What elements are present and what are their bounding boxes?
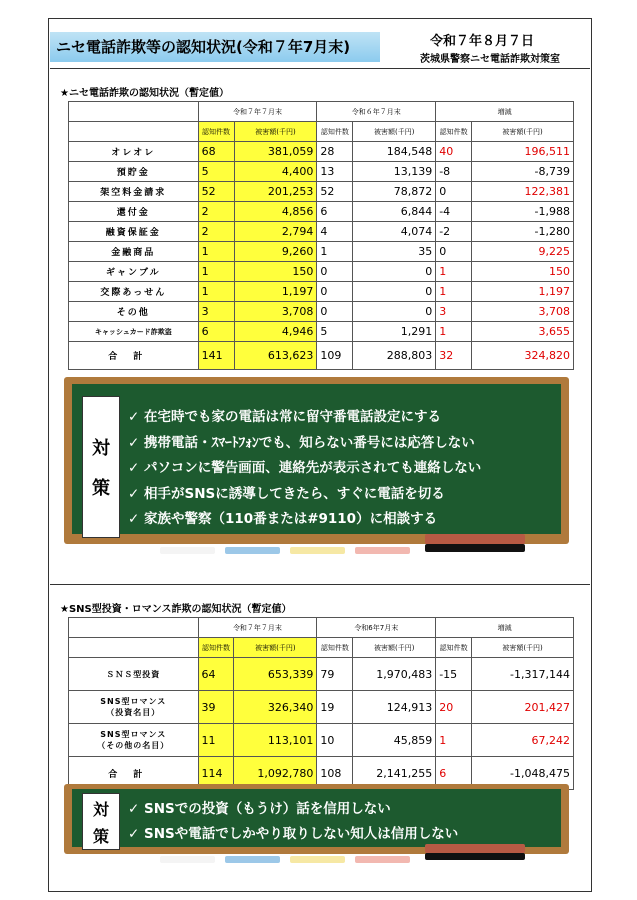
count-diff: 0 xyxy=(436,182,472,202)
count-r7: 114 xyxy=(198,757,234,790)
chalk-blue xyxy=(225,856,280,863)
count-r7: 1 xyxy=(198,262,234,282)
amount-diff: 3,708 xyxy=(472,302,574,322)
amount-diff: 3,655 xyxy=(472,322,574,342)
countermeasure-item: ✓ パソコンに警告画面、連絡先が表示されても連絡しない xyxy=(128,460,482,476)
count-r6: 4 xyxy=(317,222,353,242)
subheader: 被害額(千円) xyxy=(472,122,574,142)
countermeasure-item: ✓ 相手がSNSに誘導してきたら、すぐに電話を切る xyxy=(128,485,445,502)
countermeasure-list xyxy=(128,405,481,533)
amount-r6: 124,913 xyxy=(353,691,436,724)
countermeasure-item: ✓ SNSでの投資（もうけ）話を信用しない xyxy=(128,801,391,817)
subheader: 認知件数 xyxy=(317,122,353,142)
count-diff: -15 xyxy=(436,658,472,691)
count-diff: 32 xyxy=(436,342,472,370)
amount-r6: 78,872 xyxy=(353,182,436,202)
amount-r7: 1,092,780 xyxy=(234,757,317,790)
count-diff: 1 xyxy=(436,282,472,302)
countermeasure-sign xyxy=(82,793,120,850)
table-row xyxy=(69,691,574,724)
amount-diff: 201,427 xyxy=(472,691,574,724)
count-r6: 13 xyxy=(317,162,353,182)
count-r7: 3 xyxy=(198,302,234,322)
amount-r6: 288,803 xyxy=(353,342,436,370)
amount-r6: 13,139 xyxy=(353,162,436,182)
subheader: 被害額(千円) xyxy=(472,638,574,658)
chalk-yellow xyxy=(290,856,345,863)
subheader: 被害額(千円) xyxy=(353,638,436,658)
section2-title: ★SNS型投資・ロマンス詐欺の認知状況（暫定値） xyxy=(60,604,292,615)
count-diff: 1 xyxy=(436,322,472,342)
count-r7: 2 xyxy=(198,222,234,242)
row-label-line: SNS型ロマンス xyxy=(100,697,167,706)
chalk-blue xyxy=(225,547,280,554)
count-r7: 5 xyxy=(198,162,234,182)
amount-r6: 2,141,255 xyxy=(353,757,436,790)
amount-diff: 150 xyxy=(472,262,574,282)
group-header-r6: 令和6年7月末 xyxy=(317,618,436,638)
row-label: その他 xyxy=(69,302,199,322)
amount-diff: 324,820 xyxy=(472,342,574,370)
table-row xyxy=(69,302,574,322)
amount-r7: 150 xyxy=(234,262,317,282)
row-label-line: SNS型ロマンス xyxy=(100,730,167,739)
table-row xyxy=(69,322,574,342)
count-diff: 20 xyxy=(436,691,472,724)
count-r7: 2 xyxy=(198,202,234,222)
amount-r6: 6,844 xyxy=(353,202,436,222)
chalk-yellow xyxy=(290,547,345,554)
amount-diff: 9,225 xyxy=(472,242,574,262)
amount-r7: 201,253 xyxy=(234,182,317,202)
amount-r7: 4,400 xyxy=(234,162,317,182)
table-row xyxy=(69,282,574,302)
amount-diff: 122,381 xyxy=(472,182,574,202)
amount-diff: 67,242 xyxy=(472,724,574,757)
countermeasure-item: ✓ 携帯電話・ｽﾏｰﾄﾌｫﾝでも、知らない番号には応答しない xyxy=(128,434,475,451)
row-label: ギャンブル xyxy=(69,262,199,282)
amount-r6: 184,548 xyxy=(353,142,436,162)
amount-r7: 9,260 xyxy=(234,242,317,262)
amount-r7: 4,856 xyxy=(234,202,317,222)
total-label: 合計 xyxy=(69,342,199,370)
count-r7: 141 xyxy=(198,342,234,370)
table-row xyxy=(69,222,574,242)
amount-r7: 326,340 xyxy=(234,691,317,724)
row-label: 預貯金 xyxy=(69,162,199,182)
group-header-diff: 増減 xyxy=(436,618,574,638)
amount-r6: 35 xyxy=(353,242,436,262)
amount-r7: 2,794 xyxy=(234,222,317,242)
amount-r7: 4,946 xyxy=(234,322,317,342)
group-header-diff: 増減 xyxy=(436,102,574,122)
count-diff: 3 xyxy=(436,302,472,322)
count-diff: 0 xyxy=(436,242,472,262)
sign-char: 対 xyxy=(92,438,110,459)
amount-diff: -1,280 xyxy=(472,222,574,242)
row-label xyxy=(69,658,199,691)
count-r6: 1 xyxy=(317,242,353,262)
row-label-line: （投資名目） xyxy=(106,708,161,717)
count-r7: 6 xyxy=(198,322,234,342)
count-r6: 0 xyxy=(317,282,353,302)
section1-title: ★ニセ電話詐欺の認知状況（暫定値） xyxy=(60,88,229,99)
countermeasure-item: ✓ 家族や警察（110番または#9110）に相談する xyxy=(128,511,438,527)
table-row xyxy=(69,658,574,691)
amount-diff: 1,197 xyxy=(472,282,574,302)
count-r7: 39 xyxy=(198,691,234,724)
subheader: 被害額(千円) xyxy=(353,122,436,142)
row-label: 架空料金請求 xyxy=(69,182,199,202)
count-diff: -2 xyxy=(436,222,472,242)
count-diff: 6 xyxy=(436,757,472,790)
countermeasure-list xyxy=(128,797,458,847)
subheader: 被害額(千円) xyxy=(234,638,317,658)
row-label: キャッシュカード詐欺盗 xyxy=(69,322,199,342)
subheader: 認知件数 xyxy=(198,638,234,658)
count-diff: 40 xyxy=(436,142,472,162)
total-label: 合計 xyxy=(69,757,199,790)
subheader: 認知件数 xyxy=(436,122,472,142)
row-label: 交際あっせん xyxy=(69,282,199,302)
eraser-base xyxy=(425,544,525,552)
sign-char: 対 xyxy=(92,799,109,819)
row-label: 金融商品 xyxy=(69,242,199,262)
report-date: 令和７年８月７日 xyxy=(430,34,535,49)
row-label-line: ＳＮＳ型投資 xyxy=(106,669,161,679)
total-row xyxy=(69,342,574,370)
sns-fraud-table xyxy=(68,617,574,790)
count-r6: 19 xyxy=(317,691,353,724)
organization-name: 茨城県警察ニセ電話詐欺対策室 xyxy=(420,54,560,65)
divider xyxy=(50,584,590,585)
count-diff: -8 xyxy=(436,162,472,182)
count-r6: 109 xyxy=(317,342,353,370)
subheader: 認知件数 xyxy=(317,638,353,658)
amount-diff: 196,511 xyxy=(472,142,574,162)
chalk-pink xyxy=(355,547,410,554)
chalk-white xyxy=(160,856,215,863)
count-r7: 52 xyxy=(198,182,234,202)
table-row xyxy=(69,142,574,162)
count-r6: 52 xyxy=(317,182,353,202)
subheader: 認知件数 xyxy=(198,122,234,142)
eraser xyxy=(425,534,525,544)
count-diff: 1 xyxy=(436,724,472,757)
count-r6: 10 xyxy=(317,724,353,757)
count-r6: 6 xyxy=(317,202,353,222)
count-r7: 68 xyxy=(198,142,234,162)
count-r6: 0 xyxy=(317,262,353,282)
fraud-status-table xyxy=(68,101,574,370)
chalk-pink xyxy=(355,856,410,863)
sign-char: 策 xyxy=(92,478,110,499)
count-r6: 79 xyxy=(317,658,353,691)
count-r7: 11 xyxy=(198,724,234,757)
amount-r6: 45,859 xyxy=(353,724,436,757)
row-label: オレオレ xyxy=(69,142,199,162)
amount-r7: 113,101 xyxy=(234,724,317,757)
count-r7: 1 xyxy=(198,242,234,262)
count-r6: 0 xyxy=(317,302,353,322)
count-diff: -4 xyxy=(436,202,472,222)
countermeasure-sign xyxy=(82,396,120,538)
count-r7: 64 xyxy=(198,658,234,691)
amount-r6: 0 xyxy=(353,262,436,282)
row-label: 融資保証金 xyxy=(69,222,199,242)
amount-r6: 1,970,483 xyxy=(353,658,436,691)
row-label xyxy=(69,691,199,724)
table-row xyxy=(69,162,574,182)
amount-r6: 0 xyxy=(353,302,436,322)
amount-r6: 0 xyxy=(353,282,436,302)
chalk-white xyxy=(160,547,215,554)
sign-char: 策 xyxy=(92,826,109,846)
group-header-r7: 令和７年７月末 xyxy=(198,618,317,638)
amount-r6: 1,291 xyxy=(353,322,436,342)
count-diff: 1 xyxy=(436,262,472,282)
count-r6: 108 xyxy=(317,757,353,790)
amount-r7: 381,059 xyxy=(234,142,317,162)
amount-r7: 613,623 xyxy=(234,342,317,370)
countermeasure-item: ✓ 在宅時でも家の電話は常に留守番電話設定にする xyxy=(128,409,442,425)
row-label xyxy=(69,724,199,757)
group-header-r7: 令和７年７月末 xyxy=(198,102,317,122)
row-label: 還付金 xyxy=(69,202,199,222)
table-row xyxy=(69,182,574,202)
amount-r6: 4,074 xyxy=(353,222,436,242)
eraser-base xyxy=(425,853,525,860)
row-label-line: （その他の名目） xyxy=(97,741,170,750)
amount-r7: 653,339 xyxy=(234,658,317,691)
subheader: 被害額(千円) xyxy=(234,122,317,142)
table-row xyxy=(69,262,574,282)
subheader: 認知件数 xyxy=(436,638,472,658)
table-row xyxy=(69,242,574,262)
count-r6: 28 xyxy=(317,142,353,162)
eraser xyxy=(425,844,525,853)
table-row xyxy=(69,724,574,757)
group-header-r6: 令和６年７月末 xyxy=(317,102,436,122)
amount-r7: 1,197 xyxy=(234,282,317,302)
amount-diff: -1,988 xyxy=(472,202,574,222)
page-title: ニセ電話詐欺等の認知状況(令和７年7月末) xyxy=(56,38,351,56)
amount-diff: -1,048,475 xyxy=(472,757,574,790)
count-r7: 1 xyxy=(198,282,234,302)
amount-diff: -1,317,144 xyxy=(472,658,574,691)
count-r6: 5 xyxy=(317,322,353,342)
amount-r7: 3,708 xyxy=(234,302,317,322)
countermeasure-item: ✓ SNSや電話でしかやり取りしない知人は信用しない xyxy=(128,826,459,842)
amount-diff: -8,739 xyxy=(472,162,574,182)
divider xyxy=(50,68,590,69)
table-row xyxy=(69,202,574,222)
